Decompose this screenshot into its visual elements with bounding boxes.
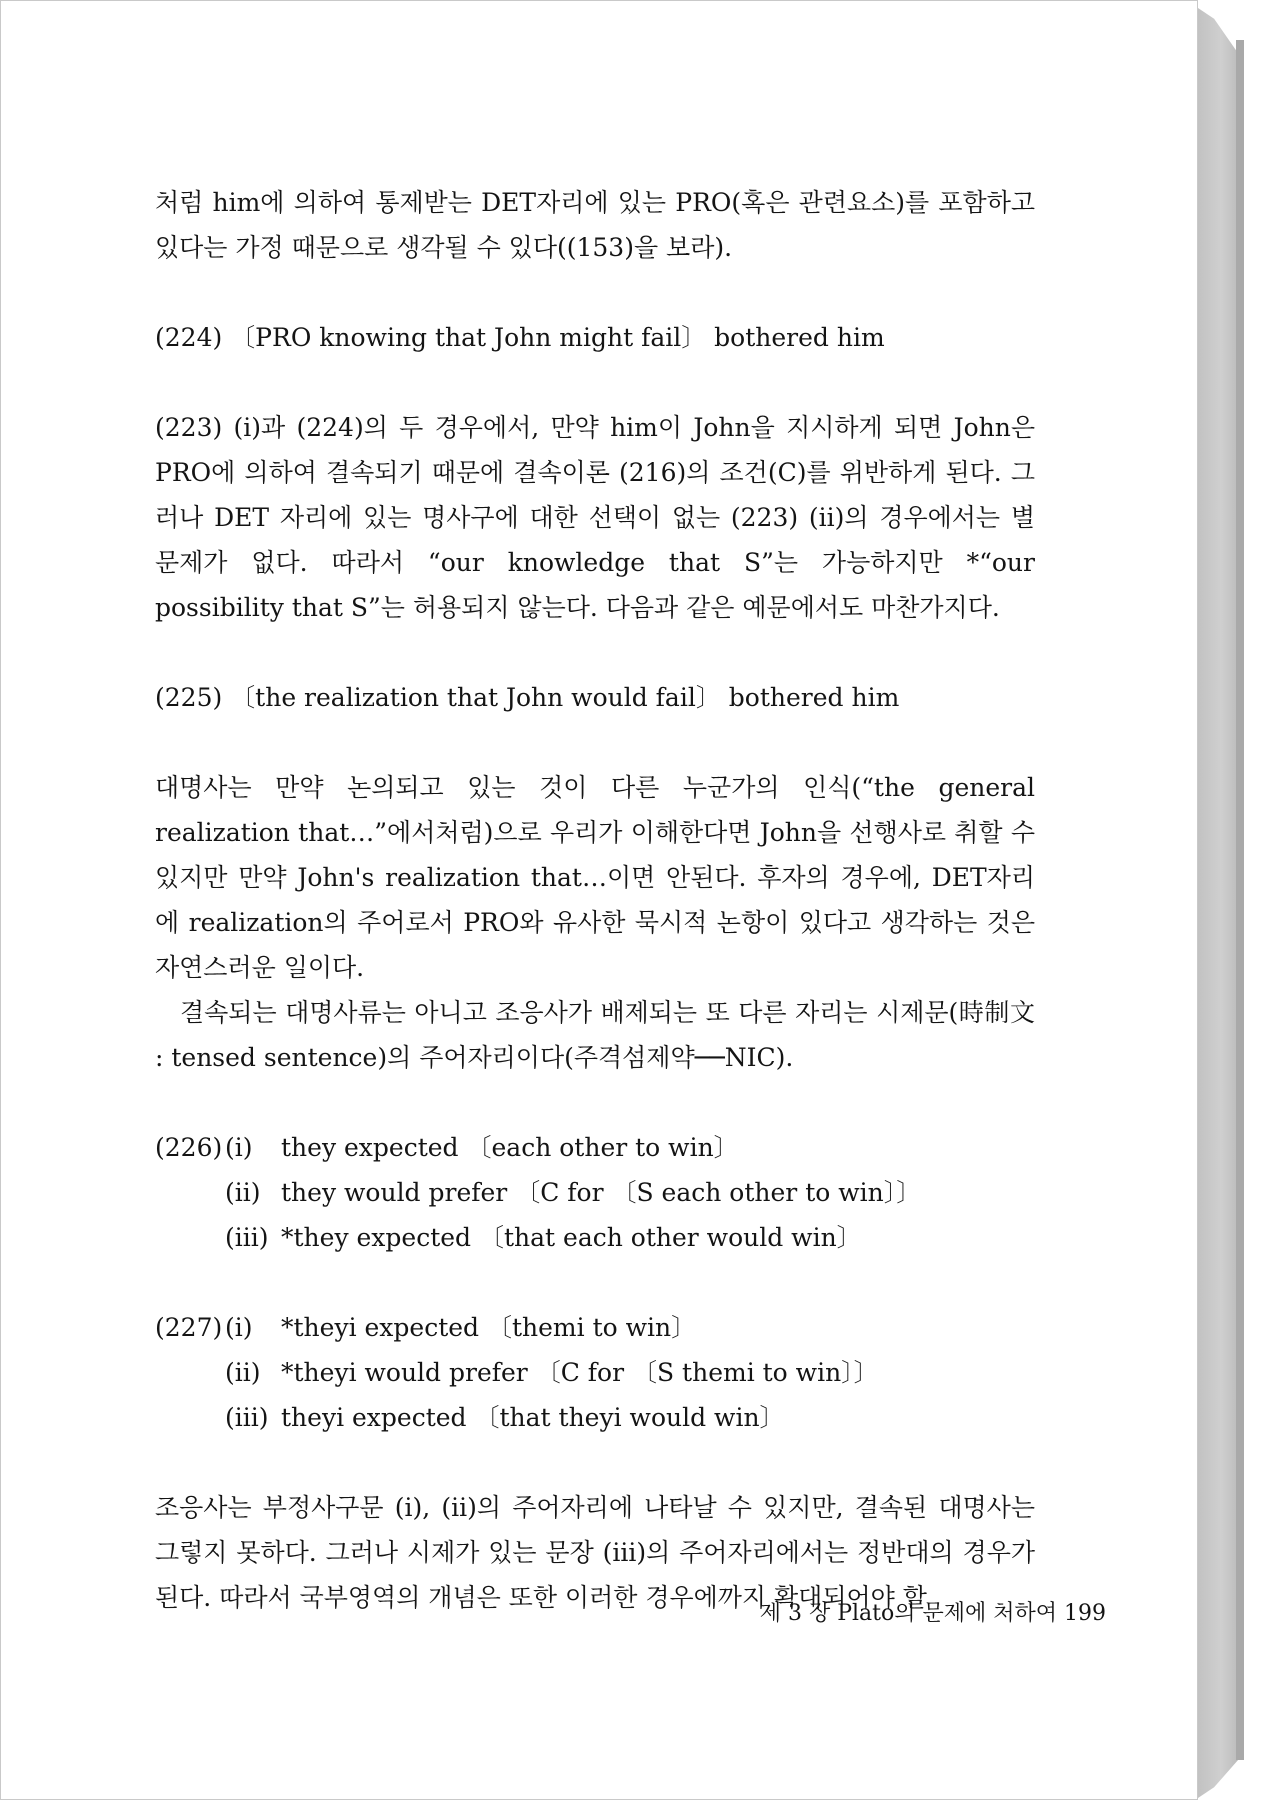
running-footer: 제 3 장 Plato의 문제에 처하여 199: [759, 1601, 1106, 1626]
example-label: (i): [225, 1133, 253, 1162]
example-225: (225) 〔the realization that John would fail〕 bothered him: [155, 683, 900, 712]
page-body: [155, 180, 1035, 1620]
example-label: (ii): [225, 1178, 261, 1207]
page-stack-shadow: [1236, 40, 1244, 1760]
example-label: (ii): [225, 1358, 261, 1387]
example-sentence: they expected 〔each other to win〕: [281, 1133, 739, 1162]
example-number: (227): [155, 1313, 223, 1342]
example-sentence: they would prefer 〔C for 〔S each other to win〕〕: [281, 1178, 922, 1207]
example-sentence: *theyi expected 〔themi to win〕: [281, 1313, 697, 1342]
paragraph-3: 대명사는 만약 논의되고 있는 것이 다른 누군가의 인식(“the general realization that…”에서처럼)으로 우리가 이해한다면 John을 선행사로 취할 수 있지만 만약 John's realization that…이면 안된다. 후자의 경우에, DET자리에 realization의 주어로서 PRO와 유사한 묵시적 논항이 있다고 생각하는 것은 자연스러운 일이다.: [155, 773, 1035, 982]
example-label: (iii): [225, 1223, 269, 1252]
example-226: [155, 1125, 1035, 1260]
example-224: (224) 〔PRO knowing that John might fail〕 bothered him: [155, 323, 885, 352]
example-sentence: *they expected 〔that each other would win〕: [281, 1223, 862, 1252]
paragraph-2: (223) (i)과 (224)의 두 경우에서, 만약 him이 John을 지시하게 되면 John은 PRO에 의하여 결속되기 때문에 결속이론 (216)의 조건(C)를 위반하게 된다. 그러나 DET 자리에 있는 명사구에 대한 선택이 없는 (223) (ii)의 경우에서는 별 문제가 없다. 따라서 “our knowledge that S”는 가능하지만 *“our possibility that S”는 허용되지 않는다. 다음과 같은 예문에서도 마찬가지다.: [155, 413, 1035, 622]
example-label: (iii): [225, 1403, 269, 1432]
example-number: (226): [155, 1133, 223, 1162]
paragraph-5: 조응사는 부정사구문 (i), (ii)의 주어자리에 나타날 수 있지만, 결속된 대명사는 그렇지 못하다. 그러나 시제가 있는 문장 (iii)의 주어자리에서는 정반대의 경우가 된다. 따라서 국부영역의 개념은 또한 이러한 경우에까지 확대되어야 할: [155, 1493, 1035, 1612]
paragraph-1: 처럼 him에 의하여 통제받는 DET자리에 있는 PRO(혹은 관련요소)를 포함하고 있다는 가정 때문으로 생각될 수 있다((153)을 보라).: [155, 188, 1035, 262]
example-sentence: theyi expected 〔that theyi would win〕: [281, 1403, 785, 1432]
example-label: (i): [225, 1313, 253, 1342]
paragraph-4: 결속되는 대명사류는 아니고 조응사가 배제되는 또 다른 자리는 시제문(時制文 : tensed sentence)의 주어자리이다(주격섬제약──NIC).: [155, 998, 1035, 1072]
example-227: [155, 1305, 1035, 1440]
example-sentence: *theyi would prefer 〔C for 〔S themi to win〕〕: [281, 1358, 879, 1387]
